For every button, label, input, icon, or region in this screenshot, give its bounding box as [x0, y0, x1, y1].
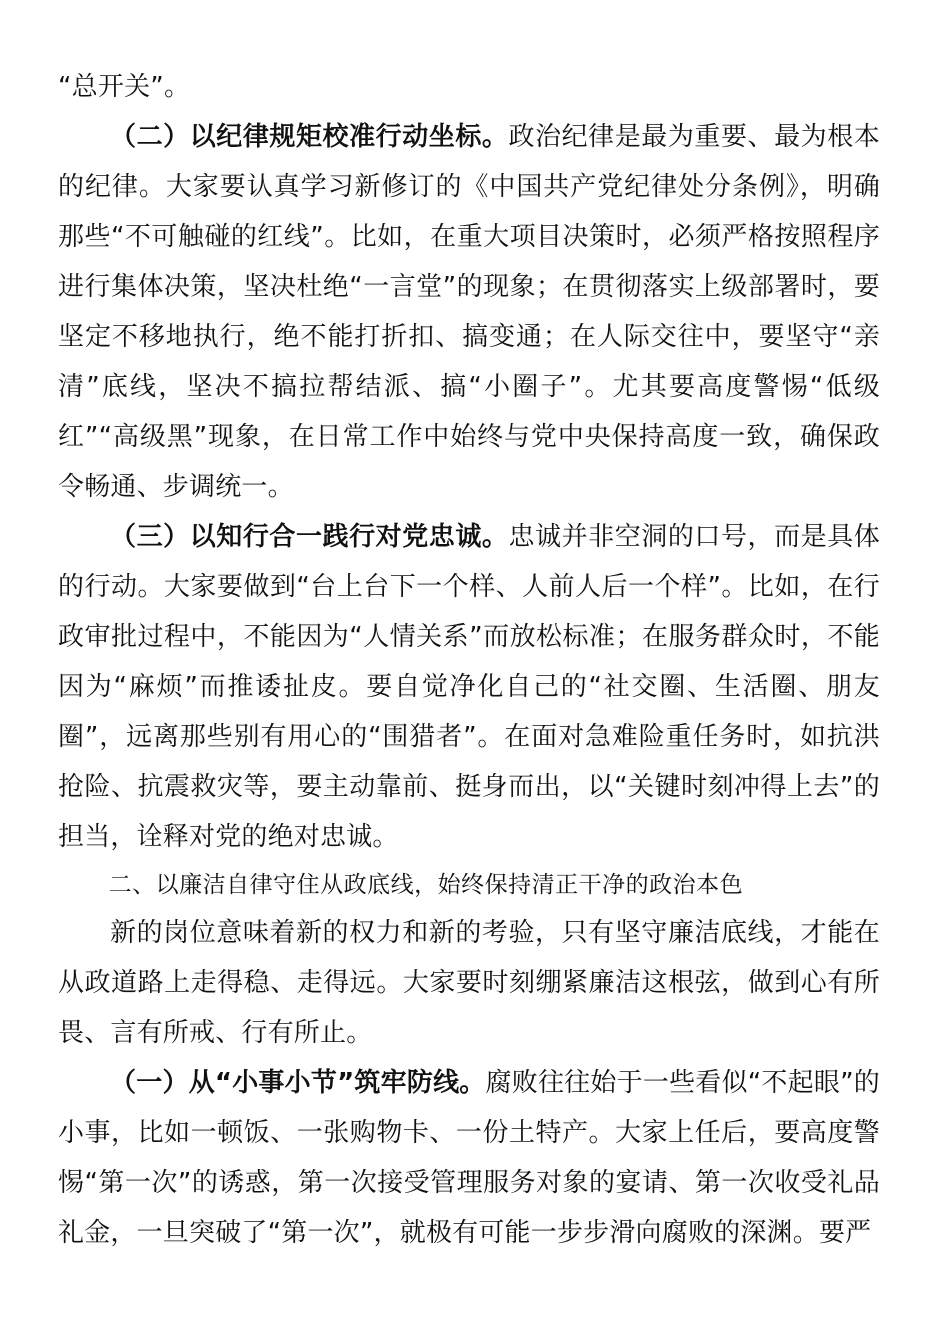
paragraph-small-matters [58, 1058, 880, 1258]
paragraph-text: “总开关”。 [58, 72, 191, 102]
paragraph-text: 忠诚并非空洞的口号，而是具体的行动。大家要做到“台上台下一个样、人前人后一个样”。比如，在行政审批过程中，不能因为“人情关系”而放松标准；在服务群众时，不能因为“麻烦”而推诿扯皮。要自觉净化自己的“社交圈、生活圈、朋友圈”，远离那些别有用心的“围猎者”。在面对急难险重任务时，如抗洪抢险、抗震救灾等，要主动靠前、挺身而出，以“关键时刻冲得上去”的担当，诠释对党的绝对忠诚。 [58, 522, 880, 852]
paragraph-continuation [58, 62, 880, 112]
subheading-discipline: （二）以纪律规矩校准行动坐标。 [110, 122, 509, 152]
paragraph-discipline [58, 112, 880, 512]
subheading-small-matters: （一）从“小事小节”筑牢防线。 [110, 1068, 486, 1098]
paragraph-text: 腐败往往始于一些看似“不起眼”的小事，比如一顿饭、一张购物卡、一份土特产。大家上任后，要高度警惕“第一次”的诱惑，第一次接受管理服务对象的宴请、第一次收受礼品礼金，一旦突破了“第一次”，就极有可能一步步滑向腐败的深渊。要严 [58, 1068, 880, 1248]
paragraph-text: 政治纪律是最为重要、最为根本的纪律。大家要认真学习新修订的《中国共产党纪律处分条例》，明确那些“不可触碰的红线”。比如，在重大项目决策时，必须严格按照程序进行集体决策，坚决杜绝“一言堂”的现象；在贯彻落实上级部署时，要坚定不移地执行，绝不能打折扣、搞变通；在人际交往中，要坚守“亲清”底线，坚决不搞拉帮结派、搞“小圈子”。尤其要高度警惕“低级红”“高级黑”现象，在日常工作中始终与党中央保持高度一致，确保政令畅通、步调统一。 [58, 122, 880, 502]
section-heading-integrity: 二、以廉洁自律守住从政底线，始终保持清正干净的政治本色 [108, 872, 744, 898]
subheading-loyalty: （三）以知行合一践行对党忠诚。 [110, 522, 509, 552]
paragraph-loyalty [58, 512, 880, 862]
paragraph-text: 新的岗位意味着新的权力和新的考验，只有坚守廉洁底线，才能在从政道路上走得稳、走得远。大家要时刻绷紧廉洁这根弦，做到心有所畏、言有所戒、行有所止。 [58, 918, 880, 1048]
document-page [58, 62, 880, 1258]
paragraph-integrity-intro [58, 908, 880, 1058]
